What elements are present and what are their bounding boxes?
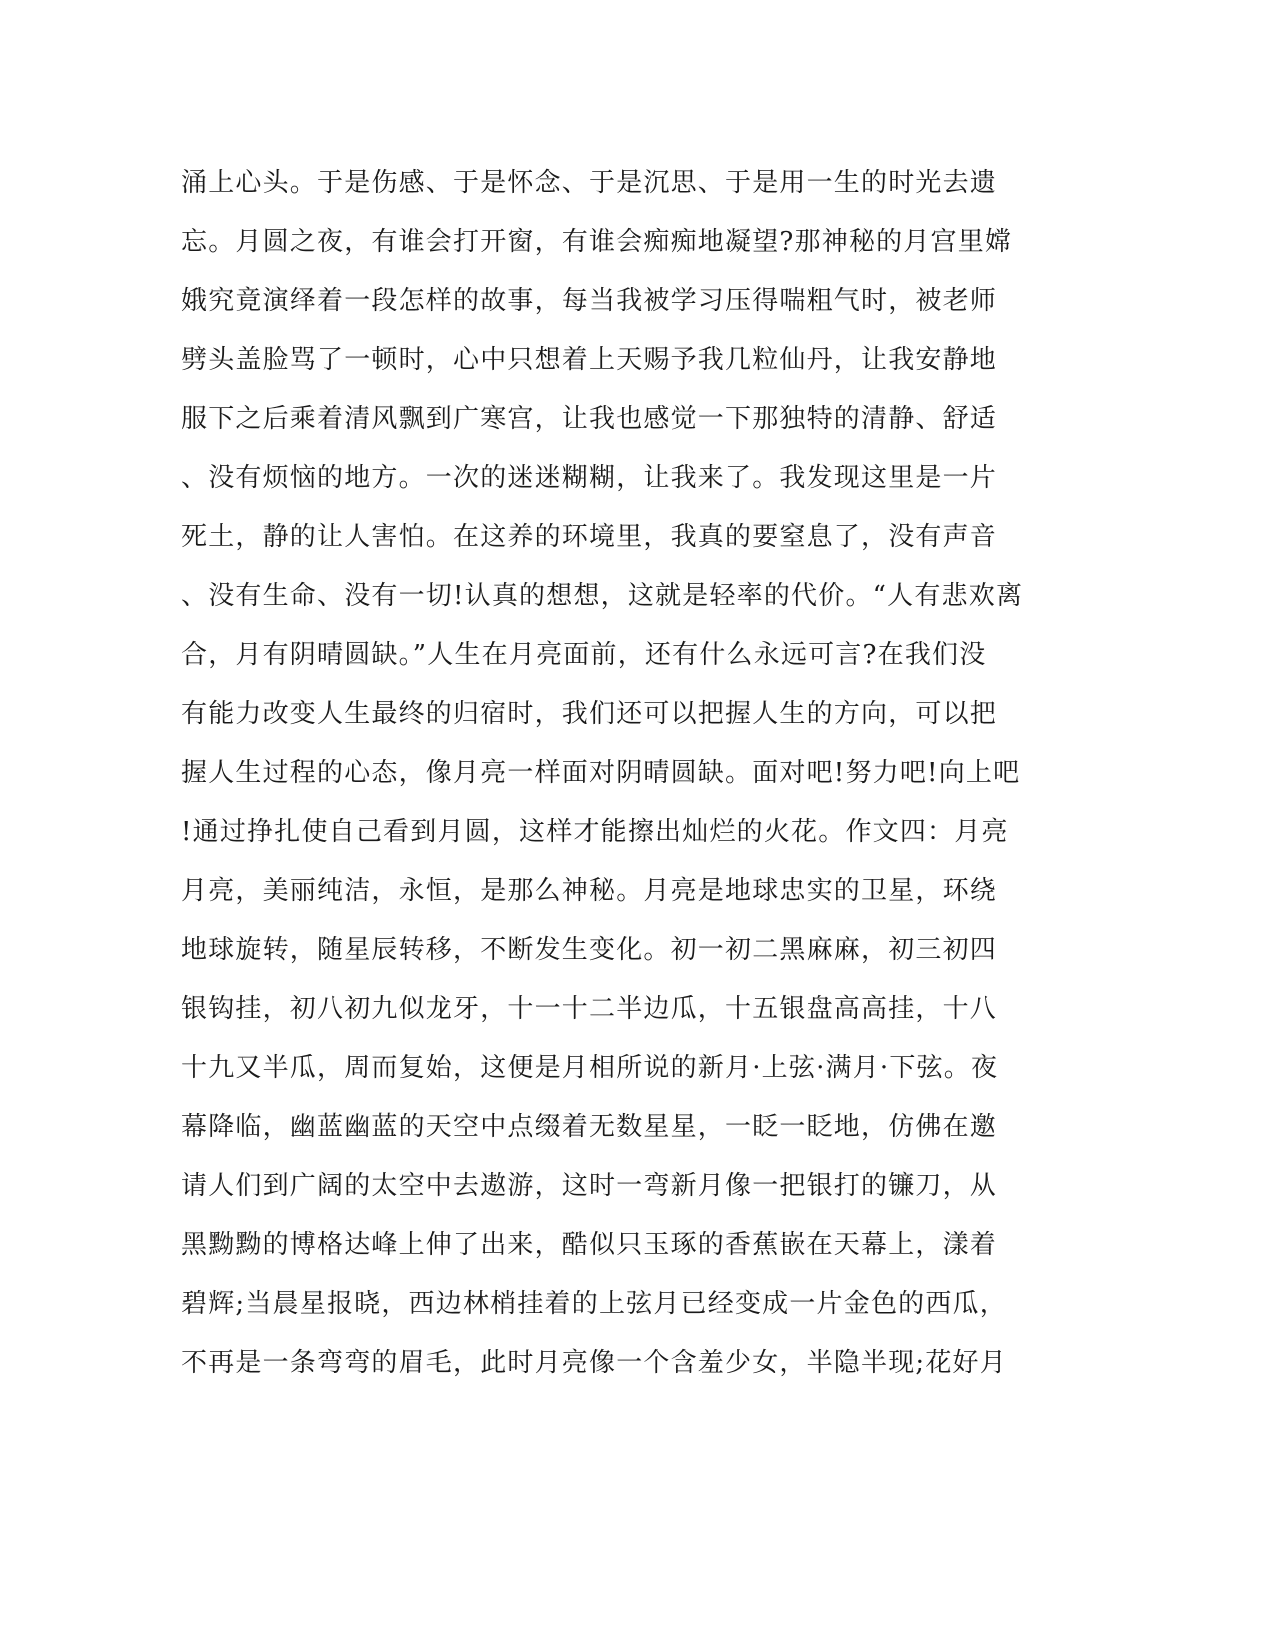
text-line: 银钩挂，初八初九似龙牙，十一十二半边瓜，十五银盘高高挂，十八 — [181, 994, 998, 1024]
text-line: 劈头盖脸骂了一顿时，心中只想着上天赐予我几粒仙丹，让我安静地 — [181, 345, 998, 375]
text-line: 死土，静的让人害怕。在这养的环境里，我真的要窒息了，没有声音 — [181, 522, 998, 552]
text-line: 服下之后乘着清风飘到广寒宫，让我也感觉一下那独特的清静、舒适 — [181, 404, 998, 434]
text-line: 娥究竟演绎着一段怎样的故事，每当我被学习压得喘粗气时，被老师 — [181, 286, 998, 316]
text-line: 碧辉;当晨星报晓，西边林梢挂着的上弦月已经变成一片金色的西瓜， — [181, 1289, 1007, 1319]
text-line: 、没有生命、没有一切!认真的想想，这就是轻率的代价。“人有悲欢离 — [181, 581, 1024, 611]
text-line: 忘。月圆之夜，有谁会打开窗，有谁会痴痴地凝望?那神秘的月宫里嫦 — [181, 227, 1013, 257]
text-line: !通过挣扎使自己看到月圆，这样才能擦出灿烂的火花。作文四：月亮 — [181, 817, 1009, 847]
text-line: 地球旋转，随星辰转移，不断发生变化。初一初二黑麻麻，初三初四 — [181, 935, 998, 965]
text-line: 黑黝黝的博格达峰上伸了出来，酷似只玉琢的香蕉嵌在天幕上，漾着 — [181, 1230, 998, 1260]
text-line: 月亮，美丽纯洁，永恒，是那么神秘。月亮是地球忠实的卫星，环绕 — [181, 876, 998, 906]
text-line: 有能力改变人生最终的归宿时，我们还可以把握人生的方向，可以把 — [181, 699, 998, 729]
text-line: 、没有烦恼的地方。一次的迷迷糊糊，让我来了。我发现这里是一片 — [181, 463, 998, 493]
text-line: 合，月有阴晴圆缺。”人生在月亮面前，还有什么永远可言?在我们没 — [181, 640, 987, 670]
text-line: 不再是一条弯弯的眉毛，此时月亮像一个含羞少女，半隐半现;花好月 — [181, 1348, 1007, 1378]
text-line: 涌上心头。于是伤感、于是怀念、于是沉思、于是用一生的时光去遗 — [181, 168, 998, 198]
text-line: 幕降临，幽蓝幽蓝的天空中点缀着无数星星，一眨一眨地，仿佛在邀 — [181, 1112, 998, 1142]
text-line: 十九又半瓜，周而复始，这便是月相所说的新月·上弦·满月·下弦。夜 — [181, 1053, 999, 1083]
text-line: 请人们到广阔的太空中去遨游，这时一弯新月像一把银打的镰刀，从 — [181, 1171, 998, 1201]
text-line: 握人生过程的心态，像月亮一样面对阴晴圆缺。面对吧!努力吧!向上吧 — [181, 758, 1021, 788]
